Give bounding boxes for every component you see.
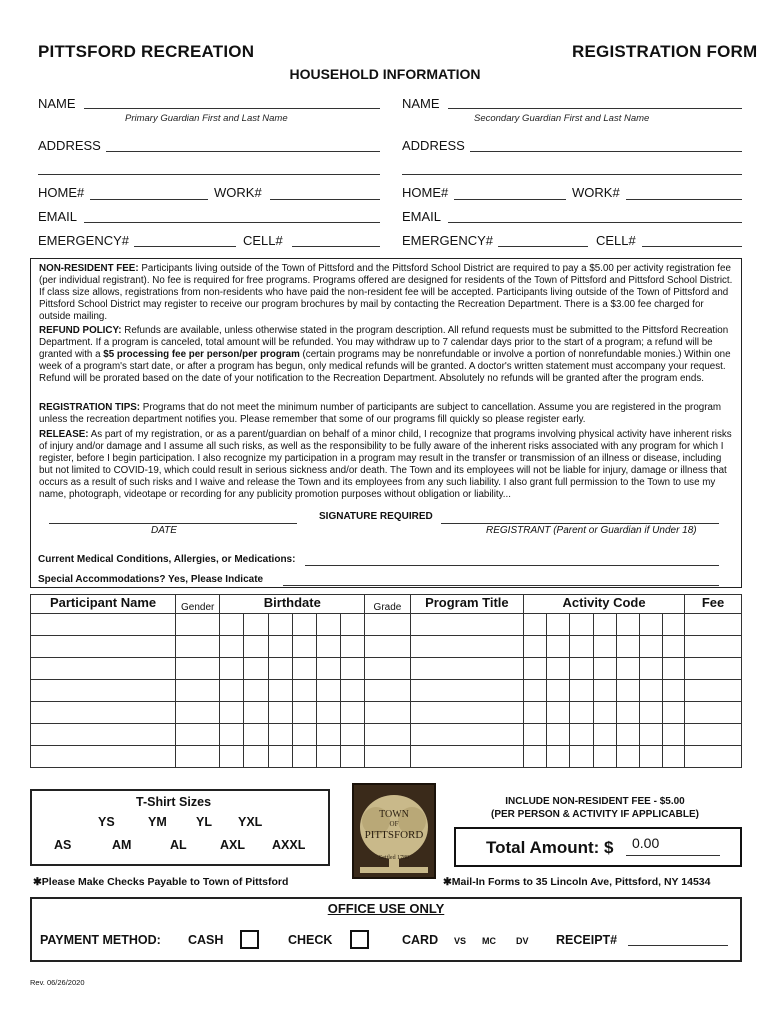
secondary-cell-label: CELL# — [596, 233, 636, 248]
primary-address-field[interactable] — [106, 151, 380, 152]
cash-checkbox[interactable] — [240, 930, 259, 949]
secondary-email-field[interactable] — [448, 222, 742, 223]
primary-address-field-2[interactable] — [38, 174, 380, 175]
total-amount-label: Total Amount: $ — [486, 838, 614, 857]
secondary-name-field[interactable] — [448, 108, 742, 109]
table-row[interactable] — [31, 746, 742, 768]
signature-field[interactable] — [441, 523, 719, 524]
check-checkbox[interactable] — [350, 930, 369, 949]
checks-note: ✱Please Make Checks Payable to Town of Pittsford — [33, 876, 289, 888]
secondary-email-label: EMAIL — [402, 209, 442, 224]
program-title-header: Program Title — [410, 595, 524, 614]
revision-date: Rev. 06/26/2020 — [30, 978, 85, 987]
size-al[interactable]: AL — [170, 838, 187, 852]
birthdate-header: Birthdate — [220, 595, 365, 614]
mail-note: ✱Mail-In Forms to 35 Lincoln Ave, Pittsford, NY 14534 — [443, 876, 711, 888]
secondary-emergency-field[interactable] — [498, 246, 588, 247]
secondary-address-label: ADDRESS — [402, 138, 465, 153]
size-axl[interactable]: AXL — [220, 838, 245, 852]
total-amount-box — [454, 827, 742, 867]
participant-table — [30, 594, 742, 768]
refund-policy-text-2: (certain programs may be nonrefundable or involve a portion of nonrefundable monies.) Within one week of a program's start date, or after a program has begun, only medical refunds will be granted. A doctor's written statement must accompany your request. Refund will be prorated based on the date of your notification to the Recreation Department. Absolutely no refunds will be granted after the program ends. — [39, 349, 731, 384]
medical-label: Current Medical Conditions, Allergies, or Medications: — [38, 554, 296, 565]
primary-name-field[interactable] — [84, 108, 380, 109]
refund-policy-text: Refunds are available, unless otherwise stated in the program description. All refund requests must be submitted to the Pittsford Recreation Department. If a program is canceled, total amount will be refunded. You may withdraw up to 7 calendar days prior to the start of a program; a refund will be granted with a — [39, 325, 729, 360]
primary-name-label: NAME — [38, 96, 76, 111]
form-title: REGISTRATION FORM — [572, 42, 758, 61]
gender-header: Gender — [176, 595, 220, 614]
primary-work-label: WORK# — [214, 185, 262, 200]
secondary-home-label: HOME# — [402, 185, 449, 200]
primary-cell-field[interactable] — [292, 246, 380, 247]
office-use-box — [30, 897, 742, 962]
secondary-address-field-2[interactable] — [402, 174, 742, 175]
registrant-label: REGISTRANT (Parent or Guardian if Under 18) — [486, 525, 697, 536]
participant-name-header: Participant Name — [31, 595, 176, 614]
primary-home-label: HOME# — [38, 185, 85, 200]
receipt-label: RECEIPT# — [556, 933, 618, 947]
nonresident-fee-text: Participants living outside of the Town of Pittsford and the Pittsford School District are required to pay a $5.00 per activity registration fee (per individual registrant). No fee is required for free programs. Programs offered are designed for residents of the Town of Pittsford and Pittsford School District. If class size allows, registrations from non-residents who have paid the non-resident fee will be accepted. Participants living outside of the Town of Pittsford and Pittsford School District may register to receive our program brochures by mail by contacting the Recreation Department. There is a $3.00 fee charged for outside mailing. — [39, 263, 733, 322]
size-as[interactable]: AS — [54, 838, 72, 852]
registration-tips-paragraph — [39, 402, 735, 426]
card-mc[interactable]: MC — [482, 936, 496, 946]
release-title: RELEASE: — [39, 429, 89, 440]
secondary-name-label: NAME — [402, 96, 440, 111]
size-am[interactable]: AM — [112, 838, 132, 852]
date-label: DATE — [151, 525, 177, 536]
primary-email-field[interactable] — [84, 222, 380, 223]
table-row[interactable] — [31, 702, 742, 724]
card-vs[interactable]: VS — [454, 936, 467, 946]
table-row[interactable] — [31, 658, 742, 680]
include-fee-note-2: (PER PERSON & ACTIVITY IF APPLICABLE) — [491, 809, 699, 820]
secondary-emergency-label: EMERGENCY# — [402, 233, 494, 248]
payment-method-label: PAYMENT METHOD: — [40, 933, 161, 947]
receipt-field[interactable] — [628, 945, 728, 946]
primary-address-label: ADDRESS — [38, 138, 101, 153]
check-label: CHECK — [288, 933, 333, 947]
fee-header: Fee — [685, 595, 742, 614]
table-row[interactable] — [31, 614, 742, 636]
nonresident-fee-title: NON-RESIDENT FEE: — [39, 263, 139, 274]
secondary-address-field[interactable] — [470, 151, 742, 152]
total-amount-underline — [626, 855, 720, 856]
primary-work-field[interactable] — [270, 199, 380, 200]
secondary-name-hint: Secondary Guardian First and Last Name — [474, 113, 650, 124]
release-text: As part of my registration, or as a parent/guardian on behalf of a minor child, I recognize that programs involving physical activity have inherent risks of injury and/or damage and I assume all such risks, as well as the responsibility to be fully aware of the inherent risks associated with any program for which I register, before I begin participation. I also recognize my participation in a program may result in the transfer or transmission of an illness or disease, including but not limited to COVID-19, which could result in serious sickness and/or death. The Town and its employees will not be liable for injury, damage or illness that occurs as a result of such risks and I waive and release the Town and its employees from any such liability. I also grant full permission to the Town to use my name, photograph, videotape or recording for any publicity promotion purposes without obligation or liability... — [39, 429, 732, 500]
primary-email-label: EMAIL — [38, 209, 78, 224]
secondary-home-field[interactable] — [454, 199, 566, 200]
office-use-title: OFFICE USE ONLY — [327, 901, 445, 916]
logo-town: TOWN — [379, 809, 409, 820]
total-amount-value[interactable]: 0.00 — [632, 835, 660, 851]
org-title: PITTSFORD RECREATION — [38, 42, 255, 61]
include-fee-note: INCLUDE NON-RESIDENT FEE - $5.00 — [505, 796, 685, 807]
size-ys[interactable]: YS — [98, 815, 115, 829]
registration-tips-title: REGISTRATION TIPS: — [39, 402, 141, 413]
release-paragraph — [39, 429, 735, 501]
primary-cell-label: CELL# — [243, 233, 283, 248]
primary-emergency-field[interactable] — [134, 246, 236, 247]
primary-name-hint: Primary Guardian First and Last Name — [125, 113, 288, 124]
signature-required-label: SIGNATURE REQUIRED — [319, 511, 433, 522]
size-yl[interactable]: YL — [196, 815, 212, 829]
logo-pittsford: PITTSFORD — [364, 829, 424, 841]
accommodations-field[interactable] — [283, 585, 719, 586]
size-ym[interactable]: YM — [148, 815, 167, 829]
policy-box — [30, 258, 742, 588]
cash-label: CASH — [188, 933, 224, 947]
town-logo — [352, 783, 436, 879]
accommodations-label: Special Accommodations? Yes, Please Indicate — [38, 574, 264, 585]
nonresident-fee-paragraph — [39, 263, 735, 323]
card-label: CARD — [402, 933, 439, 947]
logo-settled: Settled 1789 — [378, 855, 410, 861]
card-dv[interactable]: DV — [516, 936, 529, 946]
secondary-cell-field[interactable] — [642, 246, 742, 247]
primary-emergency-label: EMERGENCY# — [38, 233, 130, 248]
table-row[interactable] — [31, 636, 742, 658]
section-title: HOUSEHOLD INFORMATION — [289, 66, 481, 82]
tshirt-sizes-title: T-Shirt Sizes — [136, 795, 212, 809]
processing-fee-text: $5 processing fee per person/per program — [103, 349, 300, 360]
table-row[interactable] — [31, 724, 742, 746]
activity-code-header: Activity Code — [524, 595, 685, 614]
table-header-row — [31, 595, 742, 614]
size-axxl[interactable]: AXXL — [272, 838, 306, 852]
secondary-work-field[interactable] — [626, 199, 742, 200]
date-field[interactable] — [49, 523, 297, 524]
tshirt-sizes-box — [30, 789, 330, 866]
logo-of: OF — [389, 820, 399, 828]
registration-tips-text: Programs that do not meet the minimum number of participants are subject to cancellation. Assume you are registered in the program unless the recreation department notifies you. Please remember that some of our programs fill quickly so please register early. — [39, 402, 722, 425]
secondary-work-label: WORK# — [572, 185, 620, 200]
refund-policy-title: REFUND POLICY: — [39, 325, 122, 336]
primary-home-field[interactable] — [90, 199, 208, 200]
table-row[interactable] — [31, 680, 742, 702]
refund-policy-paragraph — [39, 325, 735, 385]
grade-header: Grade — [365, 595, 410, 614]
medical-field[interactable] — [305, 565, 719, 566]
size-yxl[interactable]: YXL — [238, 815, 263, 829]
